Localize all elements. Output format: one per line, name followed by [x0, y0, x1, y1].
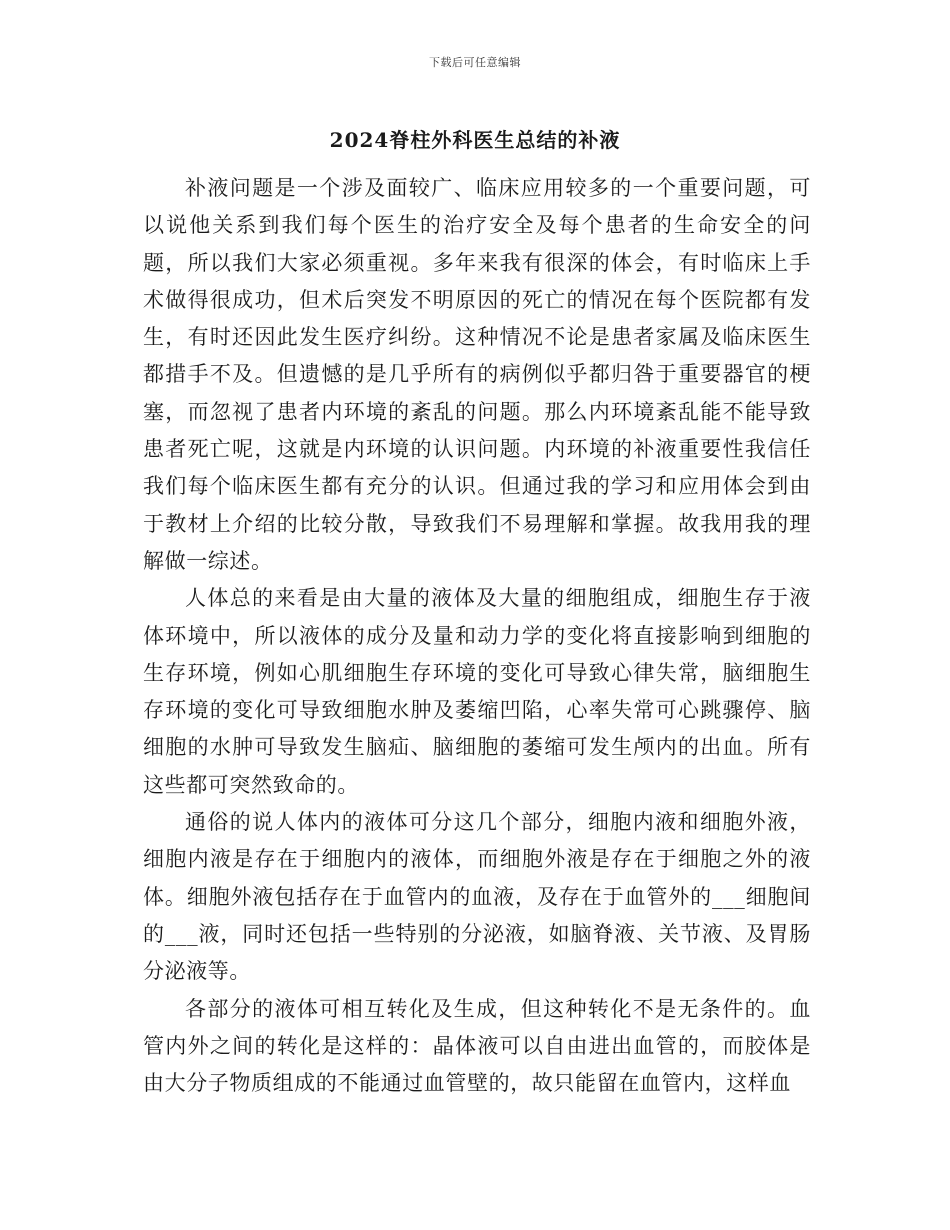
- paragraph-3: 通俗的说人体内的液体可分这几个部分，细胞内液和细胞外液，细胞内液是存在于细胞内的液体，而细胞外液是存在于细胞之外的液体。细胞外液包括存在于血管内的血液，及存在于血管外的___细胞间的___液，同时还包括一些特别的分泌液，如脑脊液、关节液、及胃肠分泌液等。: [143, 810, 811, 984]
- paragraph-4: 各部分的液体可相互转化及生成，但这种转化不是无条件的。血管内外之间的转化是这样的：晶体液可以自由进出血管的，而胶体是由大分子物质组成的不能通过血管壁的，故只能留在血管内，这样血: [143, 996, 811, 1096]
- paragraph-1: 补液问题是一个涉及面较广、临床应用较多的一个重要问题，可以说他关系到我们每个医生的治疗安全及每个患者的生命安全的问题，所以我们大家必须重视。多年来我有很深的体会，有时临床上手术做得很成功，但术后突发不明原因的死亡的情况在每个医院都有发生，有时还因此发生医疗纠纷。这种情况不论是患者家属及临床医生都措手不及。但遗憾的是几乎所有的病例似乎都归咎于重要器官的梗塞，而忽视了患者内环境的紊乱的问题。那么内环境紊乱能不能导致患者死亡呢，这就是内环境的认识问题。内环境的补液重要性我信任我们每个临床医生都有充分的认识。但通过我的学习和应用体会到由于教材上介绍的比较分散，导致我们不易理解和掌握。故我用我的理解做一综述。: [143, 176, 811, 573]
- paragraph-2: 人体总的来看是由大量的液体及大量的细胞组成，细胞生存于液体环境中，所以液体的成分及量和动力学的变化将直接影响到细胞的生存环境，例如心肌细胞生存环境的变化可导致心律失常，脑细胞生存环境的变化可导致细胞水肿及萎缩凹陷，心率失常可心跳骤停、脑细胞的水肿可导致发生脑疝、脑细胞的萎缩可发生颅内的出血。所有这些都可突然致命的。: [143, 586, 811, 797]
- document-title: 2024脊柱外科医生总结的补液: [329, 128, 621, 152]
- document-body: [143, 170, 811, 1102]
- header-note: 下载后可任意编辑: [429, 56, 521, 69]
